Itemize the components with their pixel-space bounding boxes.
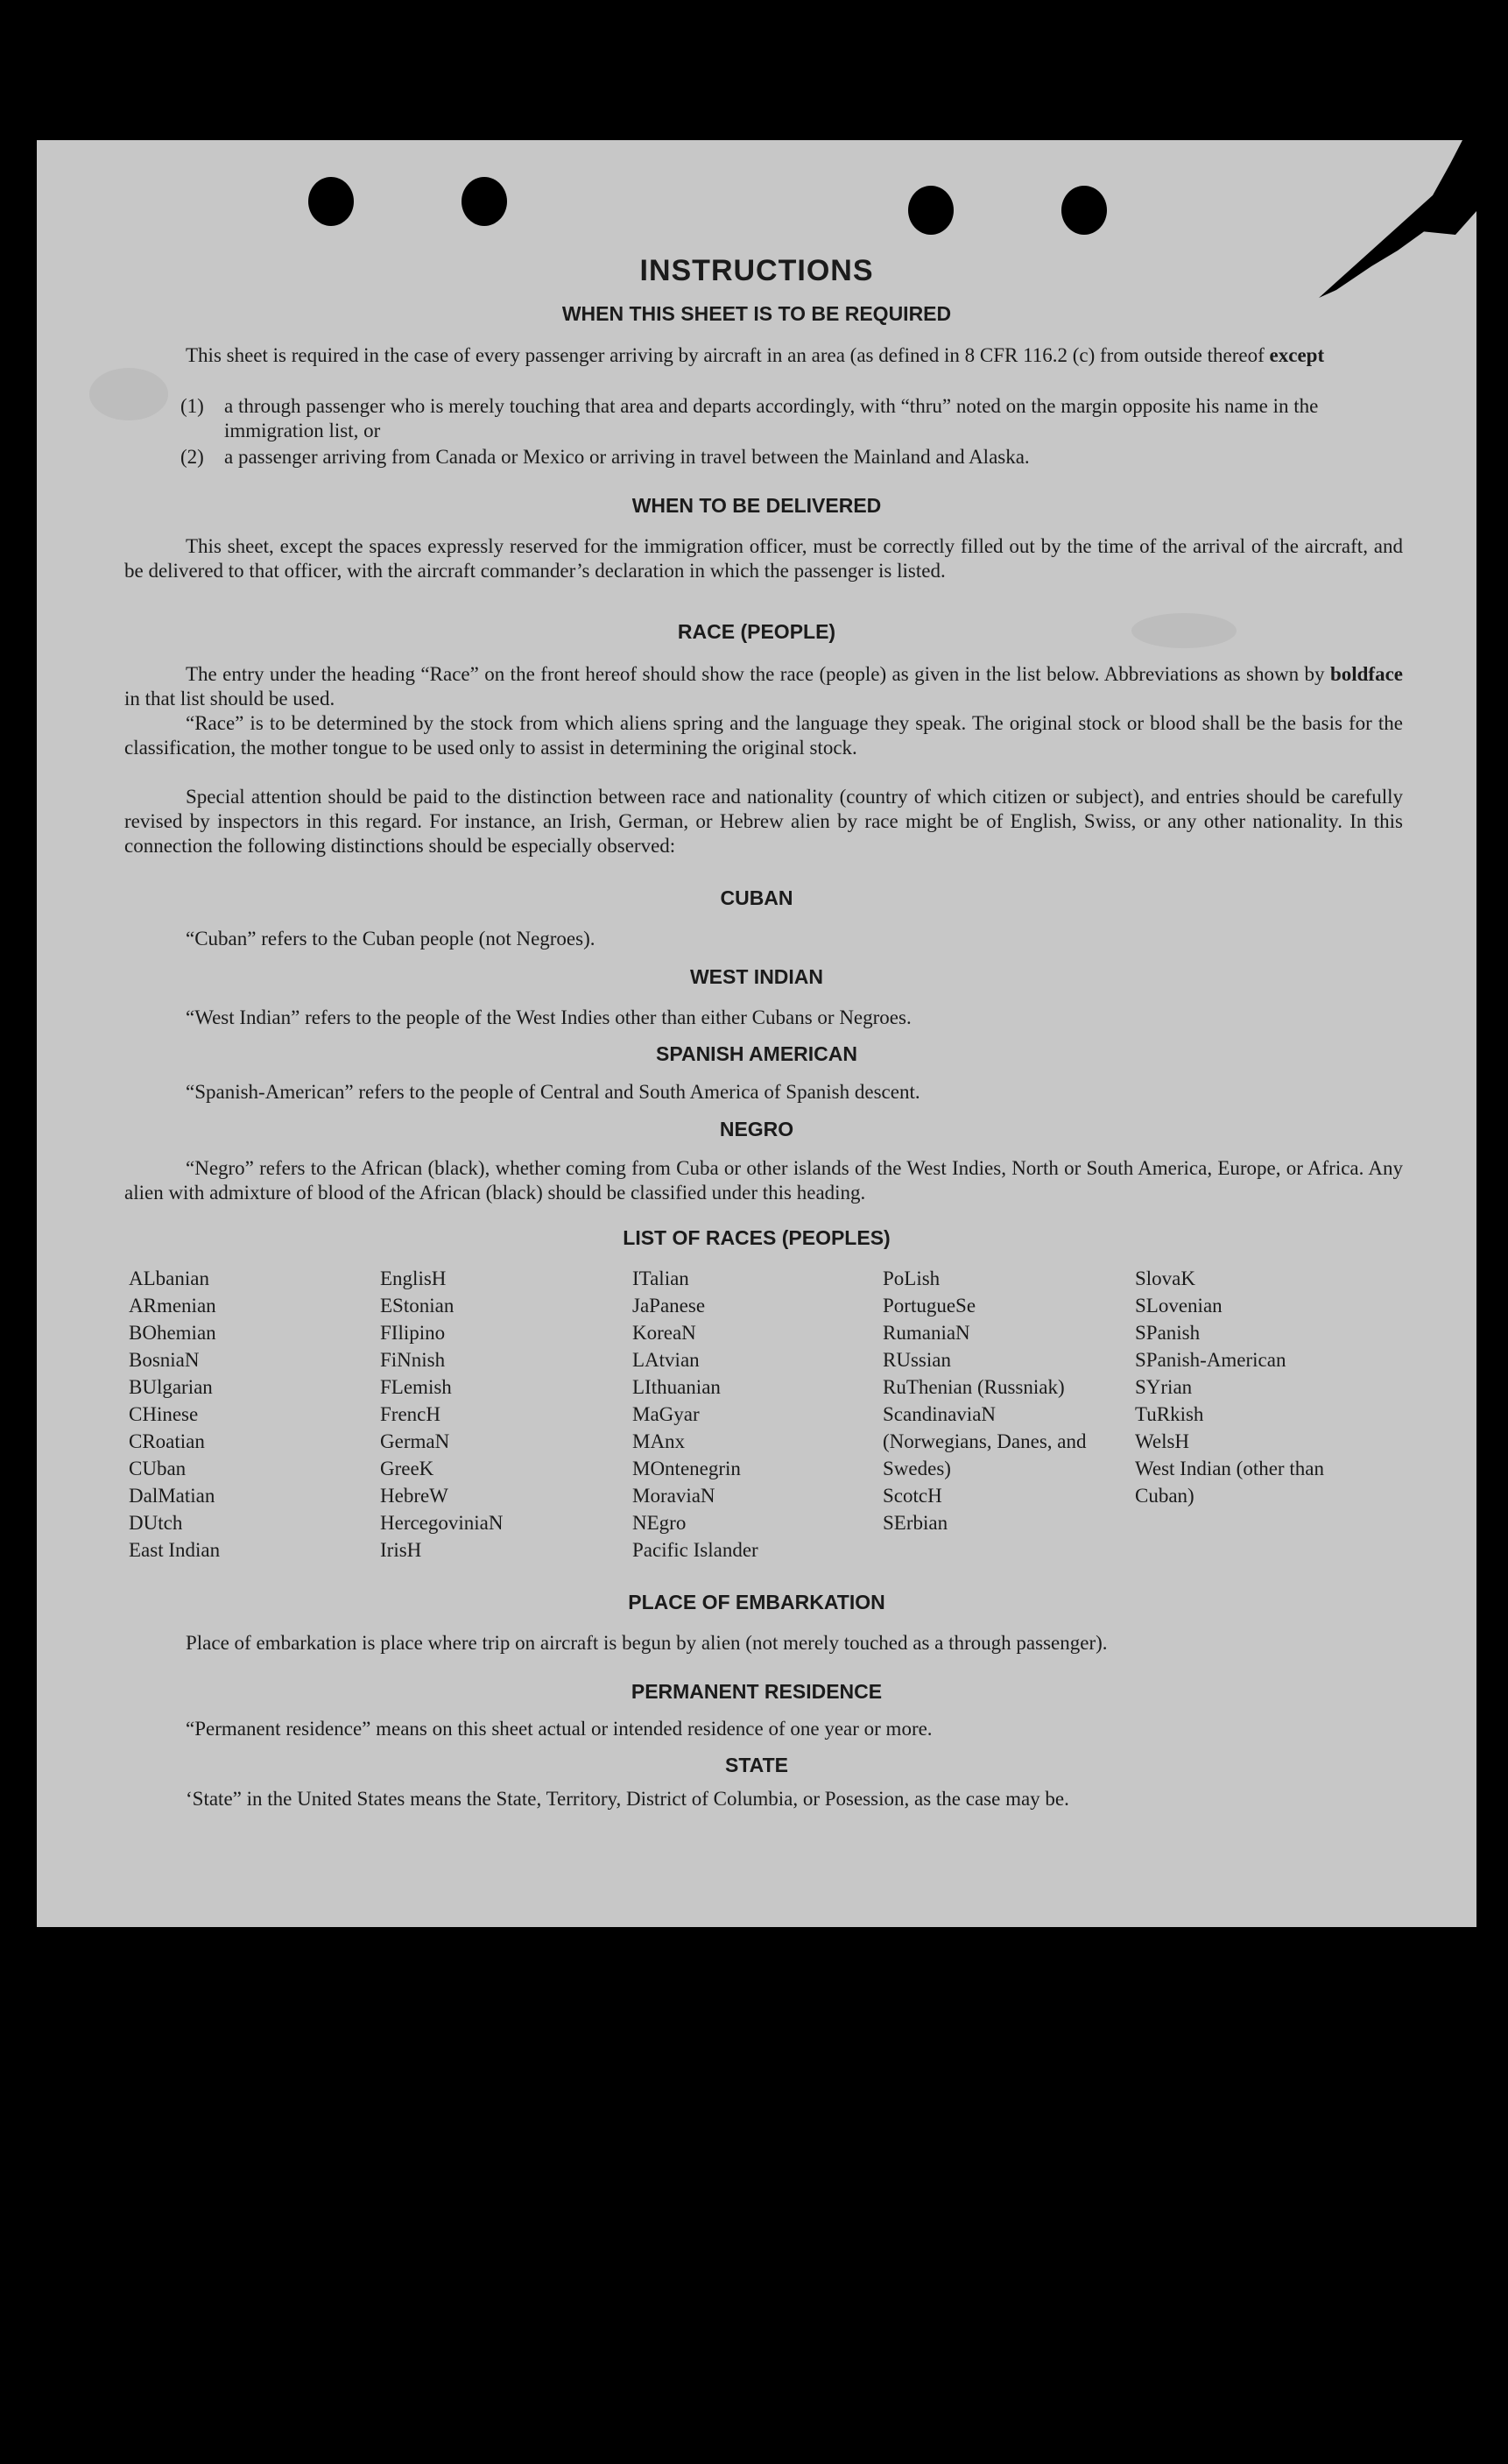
race-entry: RuThenian (Russniak) <box>883 1376 1065 1398</box>
races-list-heading: LIST OF RACES (PEOPLES) <box>623 1226 891 1249</box>
residence-heading: PERMANENT RESIDENCE <box>631 1680 883 1703</box>
race-entry: FIlipino <box>380 1322 446 1344</box>
race-entry: GermaN <box>380 1430 450 1452</box>
race-entry: EnglisH <box>380 1267 447 1289</box>
west-indian-heading: WEST INDIAN <box>689 965 824 988</box>
race-entry: RumaniaN <box>883 1322 970 1344</box>
race-entry: SPanish-American <box>1135 1349 1286 1371</box>
race-paragraph-3: Special attention should be paid to the distinction between race and nationality (country of which citizen or subject), and entries should be carefully revised by inspectors in this regard. For instance, an Irish, German, or Hebrew alien by race might be of English, Swiss, or any other nationality. In this connection the following distinctions should be especially observed: <box>124 786 1403 857</box>
race-entry: SYrian <box>1135 1376 1193 1398</box>
races-column <box>632 1265 758 1564</box>
races-column <box>1135 1265 1354 1509</box>
race-entry: SPanish <box>1135 1322 1201 1344</box>
race-entry: EStonian <box>380 1295 455 1317</box>
race-entry: PortugueSe <box>883 1295 976 1317</box>
race-entry: WelsH <box>1135 1430 1190 1452</box>
race-entry: CHinese <box>129 1403 199 1425</box>
when-delivered-text: This sheet, except the spaces expressly reserved for the immigration officer, must be correctly filled out by the time of the arrival of the aircraft, and be delivered to that officer, with the aircraft commander’s declaration in which the passenger is listed. <box>124 535 1403 582</box>
embarkation-heading: PLACE OF EMBARKATION <box>628 1591 885 1613</box>
page-title: INSTRUCTIONS <box>639 254 874 287</box>
residence-text: “Permanent residence” means on this sheet actual or intended residence of one year or more. <box>186 1718 933 1740</box>
race-entry: ScandinaviaN (Norwegians, Danes, and Swedes) <box>883 1403 1087 1479</box>
race-entry: MaGyar <box>632 1403 700 1425</box>
exception-item: (2) a passenger arriving from Canada or Mexico or arriving in travel between the Mainland and Alaska. <box>180 446 1030 468</box>
race-entry: IrisH <box>380 1539 422 1561</box>
race-entry: CRoatian <box>129 1430 205 1452</box>
race-entry: SLovenian <box>1135 1295 1223 1317</box>
punch-hole <box>308 177 354 226</box>
race-entry: PoLish <box>883 1267 941 1289</box>
races-column <box>883 1265 1102 1536</box>
when-required-text: This sheet is required in the case of every passenger arriving by aircraft in an area (as defined in 8 CFR 116.2 (c) from outside thereof except <box>186 344 1325 366</box>
race-entry: West Indian (other than Cuban) <box>1135 1458 1324 1507</box>
race-entry: FrencH <box>380 1403 440 1425</box>
cuban-heading: CUBAN <box>720 886 793 909</box>
spanish-american-heading: SPANISH AMERICAN <box>655 1042 857 1065</box>
race-entry: FLemish <box>380 1376 452 1398</box>
negro-heading: NEGRO <box>719 1118 794 1140</box>
exception-item: (1) a through passenger who is merely touching that area and departs accordingly, with “thru” noted on the margin opposite his name in the immigration list, or <box>180 395 1319 441</box>
race-entry: FiNnish <box>380 1349 446 1371</box>
negro-text: “Negro” refers to the African (black), whether coming from Cuba or other islands of the West Indies, North or South America, Europe, or Africa. Any alien with admixture of blood of the African (black) should be classified under this heading. <box>124 1157 1403 1204</box>
when-delivered-heading: WHEN TO BE DELIVERED <box>631 494 882 517</box>
race-entry: KoreaN <box>632 1322 696 1344</box>
when-required-heading: WHEN THIS SHEET IS TO BE REQUIRED <box>561 302 952 325</box>
cuban-text: “Cuban” refers to the Cuban people (not Negroes). <box>186 928 595 950</box>
race-paragraph-2: “Race” is to be determined by the stock from which aliens spring and the language they speak. The original stock or blood shall be the basis for the classification, the mother tongue to be used only to assist in determining the original stock. <box>124 712 1403 759</box>
race-paragraph-1: The entry under the heading “Race” on the front hereof should show the race (people) as given in the list below. Abbreviations as shown by boldface in that list should be used. <box>124 663 1404 710</box>
race-entry: Pacific Islander <box>632 1539 758 1561</box>
race-entry: DalMatian <box>129 1485 215 1507</box>
race-entry: BUlgarian <box>129 1376 213 1398</box>
race-entry: CUban <box>129 1458 187 1479</box>
race-entry: LAtvian <box>632 1349 700 1371</box>
race-entry: East Indian <box>129 1539 221 1561</box>
race-entry: MAnx <box>632 1430 686 1452</box>
race-entry: ScotcH <box>883 1485 942 1507</box>
race-entry: MOntenegrin <box>632 1458 741 1479</box>
races-column <box>129 1265 220 1564</box>
race-entry: GreeK <box>380 1458 434 1479</box>
state-text: ‘State” in the United States means the State, Territory, District of Columbia, or Posession, as the case may be. <box>186 1788 1069 1810</box>
race-entry: SlovaK <box>1135 1267 1195 1289</box>
race-entry: ARmenian <box>129 1295 216 1317</box>
race-entry: TuRkish <box>1135 1403 1204 1425</box>
race-entry: ALbanian <box>129 1267 209 1289</box>
ink-smudge <box>89 368 168 420</box>
punch-hole <box>1061 186 1107 235</box>
punch-hole <box>462 177 507 226</box>
race-entry: MoraviaN <box>632 1485 715 1507</box>
race-entry: HebreW <box>380 1485 448 1507</box>
race-entry: RUssian <box>883 1349 951 1371</box>
instruction-sheet <box>37 140 1476 1927</box>
race-entry: BOhemian <box>129 1322 216 1344</box>
state-heading: STATE <box>725 1754 788 1776</box>
race-entry: HercegoviniaN <box>380 1512 504 1534</box>
embarkation-text: Place of embarkation is place where trip on aircraft is begun by alien (not merely touched as a through passenger). <box>186 1632 1108 1654</box>
race-heading: RACE (PEOPLE) <box>677 620 836 643</box>
punch-hole <box>908 186 954 235</box>
race-entry: JaPanese <box>632 1295 706 1317</box>
spanish-american-text: “Spanish-American” refers to the people of Central and South America of Spanish descent. <box>186 1081 920 1103</box>
race-entry: LIthuanian <box>632 1376 721 1398</box>
race-entry: BosniaN <box>129 1349 200 1371</box>
races-column <box>380 1265 504 1564</box>
race-entry: ITalian <box>632 1267 689 1289</box>
west-indian-text: “West Indian” refers to the people of the West Indies other than either Cubans or Negroes. <box>186 1006 912 1028</box>
race-entry: NEgro <box>632 1512 687 1534</box>
race-entry: SErbian <box>883 1512 948 1534</box>
race-entry: DUtch <box>129 1512 183 1534</box>
